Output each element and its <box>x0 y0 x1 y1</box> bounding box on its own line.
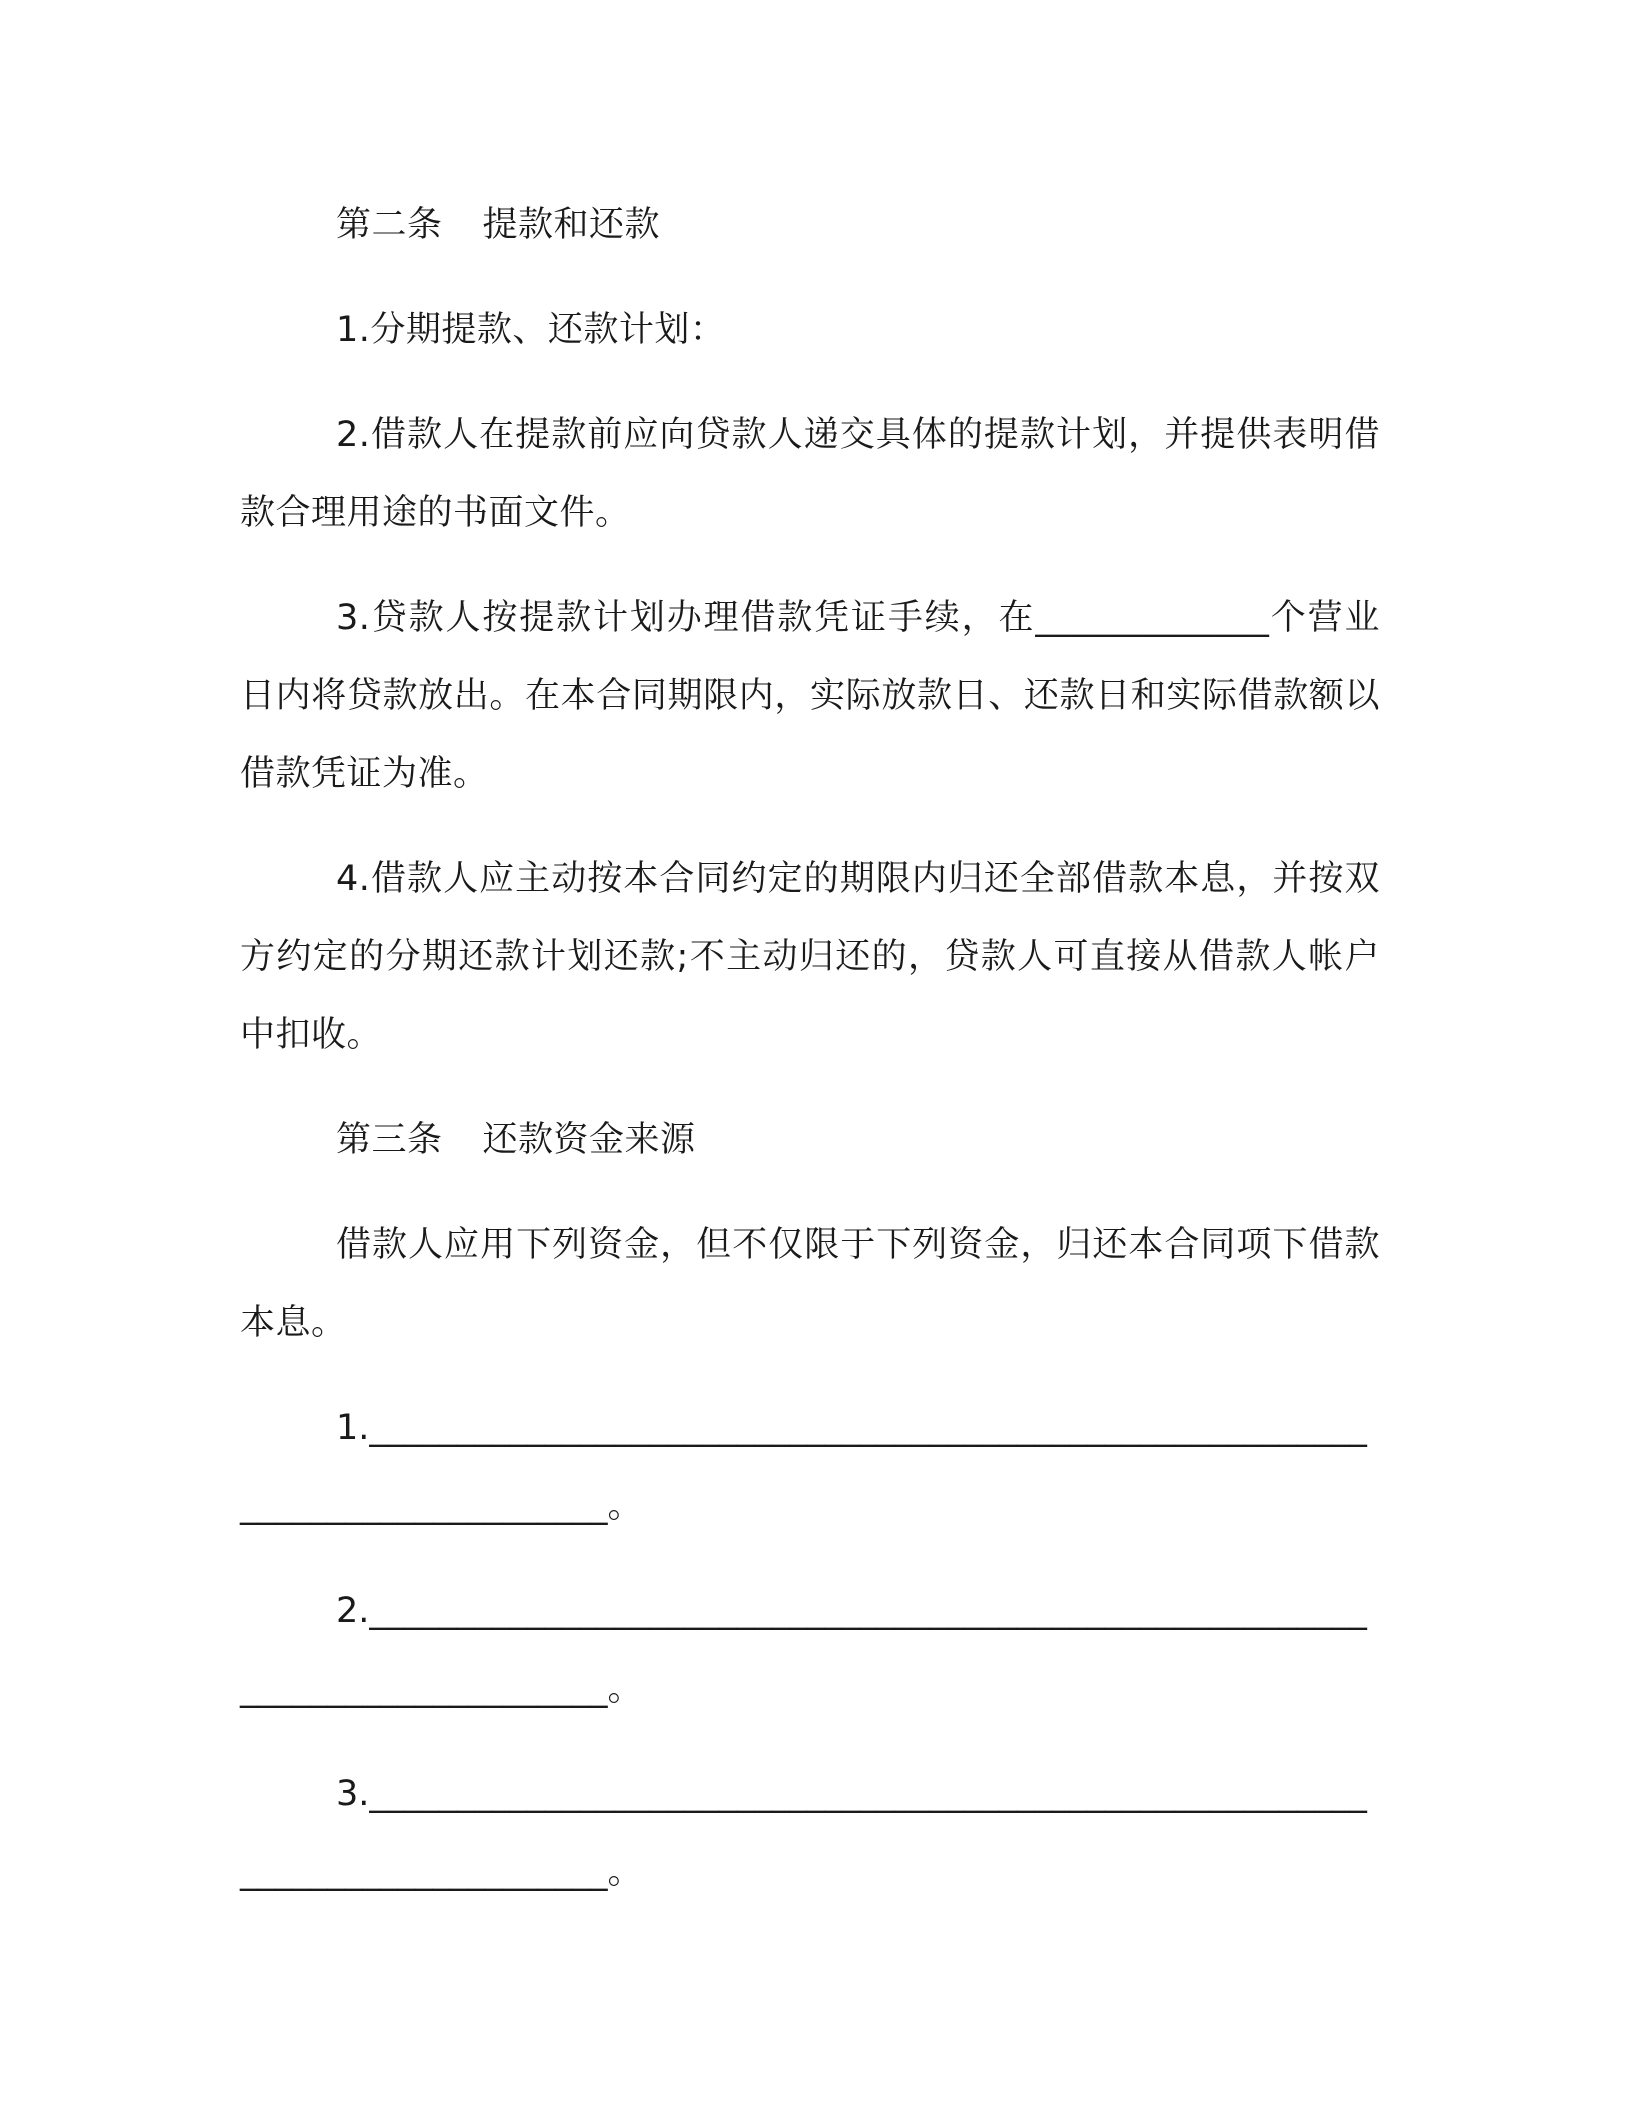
article-2-item-3: 3.贷款人按提款计划办理借款凭证手续，在_____________个营业日内将贷款放出。在本合同期限内，实际放款日、还款日和实际借款额以借款凭证为准。 <box>240 598 1380 794</box>
article-2-item-2: 2.借款人在提款前应向贷款人递交具体的提款计划，并提供表明借款合理用途的书面文件。 <box>240 415 1380 533</box>
article-3-item-1: 1.______________________________________________________________________________。 <box>240 1408 1367 1526</box>
article-2-item-1: 1.分期提款、还款计划： <box>336 310 726 350</box>
article-3-heading <box>240 1101 1380 1179</box>
article-3-intro: 借款人应用下列资金，但不仅限于下列资金，归还本合同项下借款本息。 <box>240 1225 1380 1343</box>
article-2-item-4: 4.借款人应主动按本合同约定的期限内归还全部借款本息，并按双方约定的分期还款计划还款;不主动归还的，贷款人可直接从借款人帐户中扣收。 <box>240 859 1380 1055</box>
article-2-title: 提款和还款 <box>482 205 661 245</box>
article-3-title: 还款资金来源 <box>482 1120 696 1160</box>
article-3-number: 第三条 <box>336 1120 443 1160</box>
article-3-item-2: 2.______________________________________________________________________________。 <box>240 1591 1367 1709</box>
article-2-number: 第二条 <box>336 205 443 245</box>
document-body <box>240 186 1380 1938</box>
article-2-heading <box>240 186 1380 264</box>
article-3-item-3: 3.______________________________________________________________________________。 <box>240 1774 1367 1892</box>
